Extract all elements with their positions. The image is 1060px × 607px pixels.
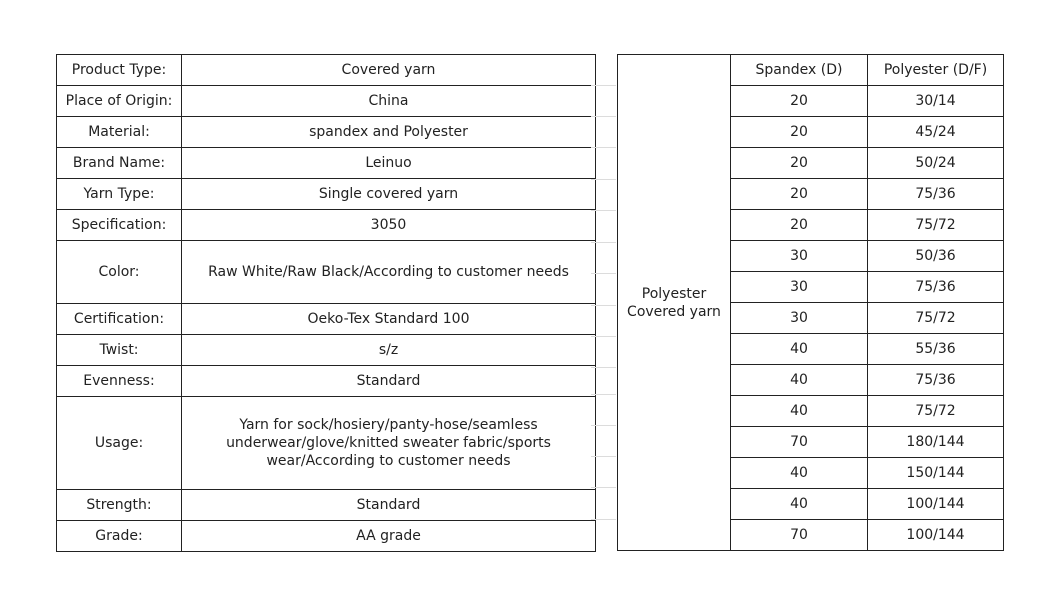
polyester-cell: 100/144 bbox=[868, 520, 1004, 551]
spandex-cell: 20 bbox=[731, 148, 868, 179]
spec-value: China bbox=[182, 86, 596, 117]
spec-row-brand-name bbox=[57, 148, 596, 179]
spec-value: Raw White/Raw Black/According to customer needs bbox=[182, 241, 596, 304]
polyester-cell: 75/36 bbox=[868, 272, 1004, 303]
spec-row-material bbox=[57, 117, 596, 148]
spandex-cell: 30 bbox=[731, 241, 868, 272]
grid-line bbox=[591, 147, 616, 148]
polyester-cell: 75/72 bbox=[868, 396, 1004, 427]
spec-value: spandex and Polyester bbox=[182, 117, 596, 148]
grid-line bbox=[591, 179, 616, 180]
grid-line bbox=[591, 394, 616, 395]
spec-value: Standard bbox=[182, 490, 596, 521]
spec-row-yarn-type bbox=[57, 179, 596, 210]
spec-label: Yarn Type: bbox=[57, 179, 182, 210]
spec-row-specification bbox=[57, 210, 596, 241]
group-label: Polyester Covered yarn bbox=[618, 55, 731, 551]
grid-line bbox=[591, 519, 616, 520]
spec-row-certification bbox=[57, 304, 596, 335]
polyester-cell: 75/72 bbox=[868, 303, 1004, 334]
spandex-cell: 20 bbox=[731, 117, 868, 148]
spandex-cell: 30 bbox=[731, 303, 868, 334]
spandex-cell: 70 bbox=[731, 427, 868, 458]
polyester-cell: 75/36 bbox=[868, 365, 1004, 396]
polyester-cell: 75/36 bbox=[868, 179, 1004, 210]
spandex-cell: 40 bbox=[731, 458, 868, 489]
polyester-cell: 30/14 bbox=[868, 86, 1004, 117]
grid-line bbox=[591, 305, 616, 306]
size-header-row bbox=[618, 55, 1004, 86]
spec-label: Brand Name: bbox=[57, 148, 182, 179]
polyester-cell: 100/144 bbox=[868, 489, 1004, 520]
spec-row-place-of-origin bbox=[57, 86, 596, 117]
polyester-cell: 55/36 bbox=[868, 334, 1004, 365]
grid-line bbox=[591, 425, 616, 426]
spandex-cell: 40 bbox=[731, 489, 868, 520]
spec-row-twist bbox=[57, 335, 596, 366]
spec-row-grade bbox=[57, 521, 596, 552]
spec-value: Single covered yarn bbox=[182, 179, 596, 210]
spec-value: AA grade bbox=[182, 521, 596, 552]
grid-line bbox=[591, 242, 616, 243]
polyester-header: Polyester (D/F) bbox=[868, 55, 1004, 86]
grid-line bbox=[591, 273, 616, 274]
spandex-cell: 40 bbox=[731, 365, 868, 396]
spec-row-evenness bbox=[57, 366, 596, 397]
spec-value: s/z bbox=[182, 335, 596, 366]
spandex-header: Spandex (D) bbox=[731, 55, 868, 86]
polyester-cell: 45/24 bbox=[868, 117, 1004, 148]
spec-label: Specification: bbox=[57, 210, 182, 241]
spec-label: Strength: bbox=[57, 490, 182, 521]
spec-value: Oeko-Tex Standard 100 bbox=[182, 304, 596, 335]
spec-value: Leinuo bbox=[182, 148, 596, 179]
grid-line bbox=[591, 85, 616, 86]
spec-row-product-type bbox=[57, 55, 596, 86]
spec-label: Color: bbox=[57, 241, 182, 304]
grid-line bbox=[591, 210, 616, 211]
grid-line bbox=[591, 487, 616, 488]
spec-label: Place of Origin: bbox=[57, 86, 182, 117]
spec-value: 3050 bbox=[182, 210, 596, 241]
spec-row-color bbox=[57, 241, 596, 304]
spec-value: Standard bbox=[182, 366, 596, 397]
spandex-cell: 30 bbox=[731, 272, 868, 303]
spec-row-usage bbox=[57, 397, 596, 490]
spandex-cell: 20 bbox=[731, 210, 868, 241]
polyester-cell: 150/144 bbox=[868, 458, 1004, 489]
polyester-cell: 75/72 bbox=[868, 210, 1004, 241]
product-spec-table bbox=[56, 54, 596, 552]
polyester-cell: 50/24 bbox=[868, 148, 1004, 179]
grid-line bbox=[591, 116, 616, 117]
spandex-cell: 20 bbox=[731, 86, 868, 117]
spec-value: Yarn for sock/hosiery/panty-hose/seamless underwear/glove/knitted sweater fabric/sports wear/According to customer needs bbox=[182, 397, 596, 490]
spandex-cell: 40 bbox=[731, 396, 868, 427]
grid-line bbox=[591, 336, 616, 337]
spec-label: Product Type: bbox=[57, 55, 182, 86]
spec-label: Evenness: bbox=[57, 366, 182, 397]
spec-label: Usage: bbox=[57, 397, 182, 490]
spandex-cell: 20 bbox=[731, 179, 868, 210]
yarn-size-table bbox=[617, 54, 1004, 551]
spandex-cell: 40 bbox=[731, 334, 868, 365]
spec-label: Material: bbox=[57, 117, 182, 148]
spec-value: Covered yarn bbox=[182, 55, 596, 86]
polyester-cell: 180/144 bbox=[868, 427, 1004, 458]
spandex-cell: 70 bbox=[731, 520, 868, 551]
spec-label: Grade: bbox=[57, 521, 182, 552]
spec-label: Twist: bbox=[57, 335, 182, 366]
polyester-cell: 50/36 bbox=[868, 241, 1004, 272]
grid-line bbox=[591, 456, 616, 457]
grid-line bbox=[591, 367, 616, 368]
spec-label: Certification: bbox=[57, 304, 182, 335]
spec-row-strength bbox=[57, 490, 596, 521]
